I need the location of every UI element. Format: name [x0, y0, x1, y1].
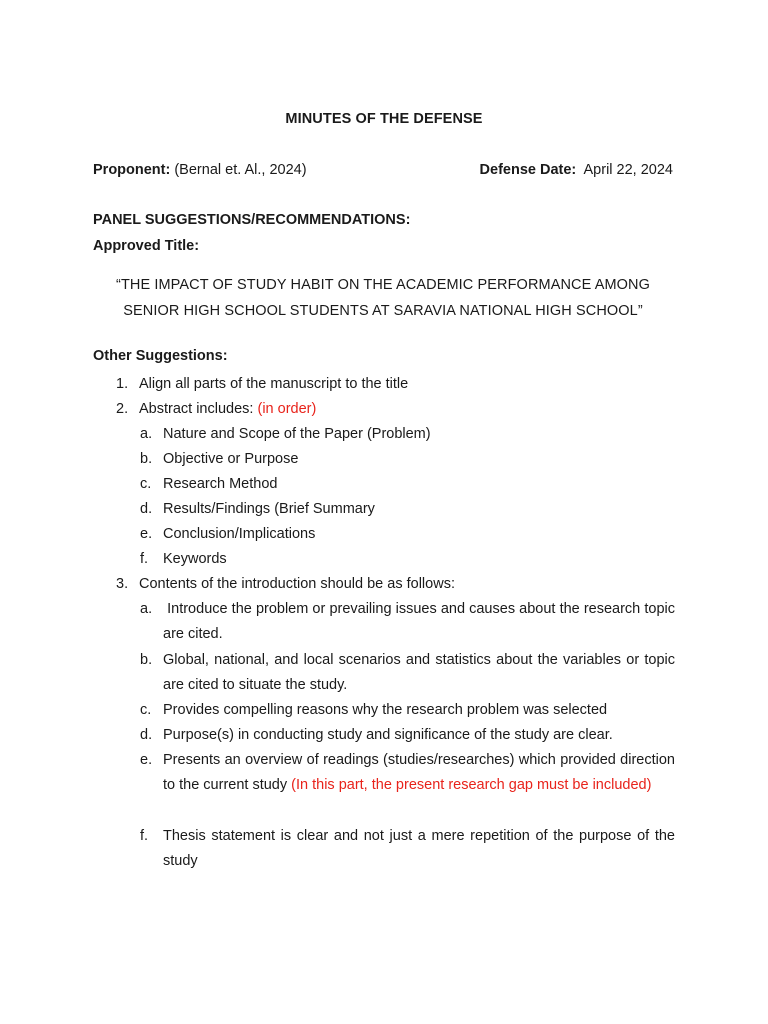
defense-date-label: Defense Date: — [479, 162, 577, 178]
sub-list-text: Thesis statement is clear and not just a mere repetition of the purpose of the study — [163, 828, 675, 869]
approved-title-line-1: “THE IMPACT OF STUDY HABIT ON THE ACADEMIC PERFORMANCE AMONG — [116, 277, 650, 293]
sub-list-letter: b. — [140, 652, 153, 668]
sub-list-letter: f. — [140, 828, 149, 844]
sub-list-text: Purpose(s) in conducting study and significance of the study are clear. — [163, 727, 613, 743]
sub-list-text: Keywords — [163, 551, 227, 567]
sub-list-letter: d. — [140, 501, 153, 517]
list-number: 1. — [116, 376, 129, 392]
defense-date-value: April 22, 2024 — [576, 162, 673, 178]
sub-list-text-main: Presents an overview of readings (studies/researches) which provided direction to the current study — [163, 752, 675, 793]
list-text: Contents of the introduction should be as follows: — [139, 576, 455, 592]
sub-list-text: Results/Findings (Brief Summary — [163, 501, 375, 517]
proponent-value: (Bernal et. Al., 2024) — [170, 162, 307, 178]
approved-title-label: Approved Title: — [93, 238, 200, 254]
note-red: (In this part, the present research gap must be included) — [291, 777, 652, 793]
approved-title — [88, 272, 678, 324]
sub-list-text: Global, national, and local scenarios and statistics about the variables or topic are cited to situate the study. — [163, 652, 675, 693]
document-title: MINUTES OF THE DEFENSE — [285, 111, 483, 127]
other-suggestions-label: Other Suggestions: — [93, 348, 228, 364]
sub-list-text — [163, 748, 675, 798]
approved-title-line-2: SENIOR HIGH SCHOOL STUDENTS AT SARAVIA NATIONAL HIGH SCHOOL” — [123, 303, 643, 319]
sub-list-letter: c. — [140, 702, 152, 718]
defense-date — [480, 162, 673, 178]
proponent — [93, 162, 307, 178]
sub-list-text: Introduce the problem or prevailing issues and causes about the research topic are cited. — [163, 601, 680, 642]
list-number: 2. — [116, 401, 129, 417]
sub-list-letter: b. — [140, 451, 153, 467]
proponent-label: Proponent: — [93, 162, 171, 178]
sub-list-letter: a. — [140, 601, 153, 617]
list-text-main: Abstract includes: — [139, 401, 258, 417]
sub-list-letter: c. — [140, 476, 152, 492]
sub-list-letter: d. — [140, 727, 153, 743]
list-text: Align all parts of the manuscript to the title — [139, 376, 409, 392]
note-red: (in order) — [257, 401, 317, 417]
sub-list-text: Provides compelling reasons why the research problem was selected — [163, 702, 608, 718]
sub-list-text: Research Method — [163, 476, 278, 492]
sub-list-text: Objective or Purpose — [163, 451, 299, 467]
proponent-date-row — [93, 162, 673, 182]
sub-list-letter: f. — [140, 551, 149, 567]
sub-list-letter: a. — [140, 426, 153, 442]
list-number: 3. — [116, 576, 129, 592]
sub-list-text: Conclusion/Implications — [163, 526, 316, 542]
list-text — [139, 397, 675, 422]
sub-list-letter: e. — [140, 526, 153, 542]
panel-heading: PANEL SUGGESTIONS/RECOMMENDATIONS: — [93, 212, 411, 228]
sub-list-letter: e. — [140, 752, 153, 768]
sub-list-text: Nature and Scope of the Paper (Problem) — [163, 426, 431, 442]
